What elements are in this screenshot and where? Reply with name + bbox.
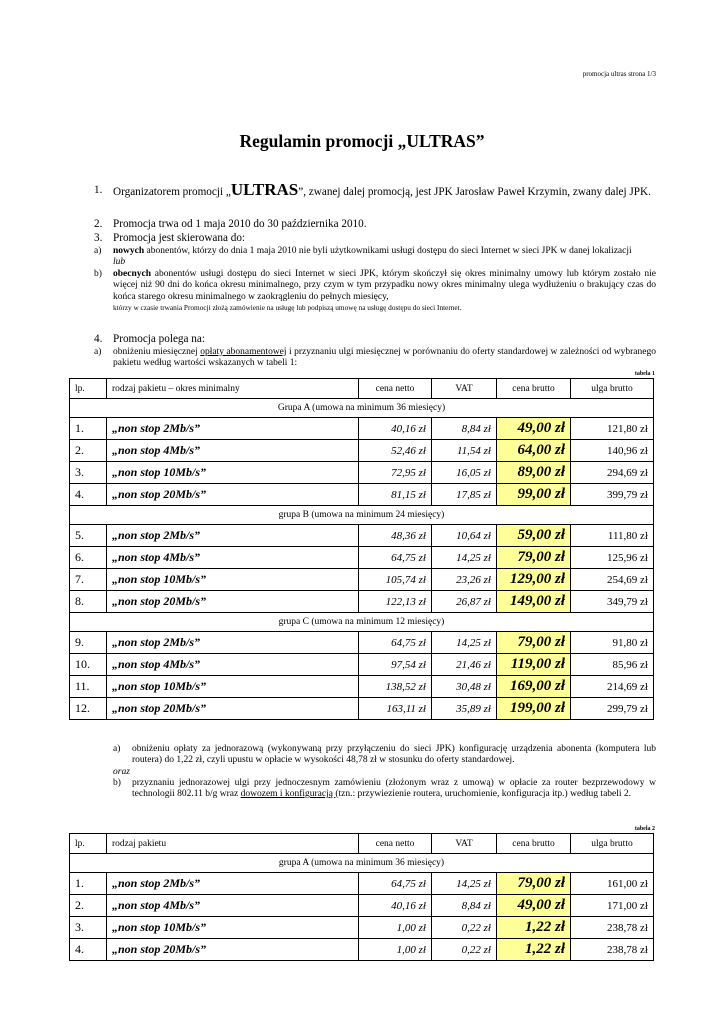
item-4a: a) obniżeniu miesięcznej opłaty abonamentowej i przyznaniu ulgi miesięcznej w porównaniu do oferty standardowej w zależności od wybranego pakietu według wartości wskazanych w tabeli 1: xyxy=(94,346,656,368)
net-price: 122,13 zł xyxy=(359,591,432,613)
gross-price: 99,00 zł xyxy=(497,484,571,506)
gross-price: 59,00 zł xyxy=(497,525,571,547)
gross-discount: 111,80 zł xyxy=(571,525,654,547)
column-header: ulga brutto xyxy=(571,379,654,399)
table-row xyxy=(70,939,654,961)
column-header: rodzaj pakietu – okres minimalny xyxy=(107,379,359,399)
net-price: 163,11 zł xyxy=(359,698,432,720)
page-title: Regulamin promocji „ULTRAS” xyxy=(239,131,485,151)
package-name: „non stop 4Mb/s” xyxy=(107,440,359,462)
row-number: 5. xyxy=(70,525,107,547)
package-name: „non stop 20Mb/s” xyxy=(107,698,359,720)
table-row xyxy=(70,547,654,569)
vat-amount: 30,48 zł xyxy=(432,676,497,698)
table-row xyxy=(70,917,654,939)
package-name: „non stop 2Mb/s” xyxy=(107,525,359,547)
column-header: ulga brutto xyxy=(571,834,654,854)
column-header: lp. xyxy=(70,834,107,854)
second-list: a) obniżeniu opłaty za jednorazową (wykonywaną przy przyłączeniu do sieci JPK) konfigurację urządzenia abonenta (komputera lub routera) do 1,22 zł, czyli upustu w opłacie w wysokości 48,78 zł w stosunku do oferty standardowej. oraz b) przyznaniu jednorazowej ulgi przy jednoczesnym zamówieniu (złożonym wraz z umową) w opłacie za router bezprzewodowy w technologii 802.11 b/g wraz dowozem i konfiguracją (tzn.: przywiezienie routera, uruchomienie, konfiguracja itp.) według tabeli 2. xyxy=(113,744,656,800)
package-name: „non stop 4Mb/s” xyxy=(107,654,359,676)
table-1 xyxy=(69,378,654,720)
gross-discount: 299,79 zł xyxy=(571,698,654,720)
vat-amount: 0,22 zł xyxy=(432,917,497,939)
gross-discount: 254,69 zł xyxy=(571,569,654,591)
table-row xyxy=(70,462,654,484)
gross-discount: 294,69 zł xyxy=(571,462,654,484)
group-title: grupa A (umowa na minimum 36 miesięcy) xyxy=(70,854,654,873)
gross-price: 49,00 zł xyxy=(497,418,571,440)
group-title: grupa C (umowa na minimum 12 miesięcy) xyxy=(70,613,654,632)
gross-price: 149,00 zł xyxy=(497,591,571,613)
net-price: 138,52 zł xyxy=(359,676,432,698)
row-number: 2. xyxy=(70,895,107,917)
gross-price: 169,00 zł xyxy=(497,676,571,698)
net-price: 105,74 zł xyxy=(359,569,432,591)
gross-price: 129,00 zł xyxy=(497,569,571,591)
group-title: grupa B (umowa na minimum 24 miesięcy) xyxy=(70,506,654,525)
row-number: 3. xyxy=(70,462,107,484)
item-3a: a) nowych abonentów, którzy do dnia 1 maja 2010 nie byli użytkownikami usługi dostępu do sieci Internet w sieci JPK w danej lokalizacji lub xyxy=(94,245,632,267)
vat-amount: 0,22 zł xyxy=(432,939,497,961)
row-number: 6. xyxy=(70,547,107,569)
column-header: lp. xyxy=(70,379,107,399)
vat-amount: 16,05 zł xyxy=(432,462,497,484)
row-number: 2. xyxy=(70,440,107,462)
table-row xyxy=(70,895,654,917)
package-name: „non stop 2Mb/s” xyxy=(107,632,359,654)
item-3b: b) obecnych abonentów usługi dostępu do sieci Internet w sieci JPK, którym skończył się okres minimalny umowy lub którym zostało nie więcej niż 90 dni do końca okresu minimalnego, przy czym w tym przypadku nowy okres minimalny ulega wydłużeniu o brakujący czas do końca starego okresu minimalnego w zaokrągleniu do pełnych miesięcy, którzy w czasie trwania Promocji złożą zamówienie na usługę lub podpiszą umowę na usługę dostępu do sieci Internet. xyxy=(94,269,656,313)
gross-price: 79,00 zł xyxy=(497,547,571,569)
gross-price: 1,22 zł xyxy=(497,917,571,939)
group-title: Grupa A (umowa na minimum 36 miesięcy) xyxy=(70,399,654,418)
table-row xyxy=(70,440,654,462)
gross-price: 79,00 zł xyxy=(497,873,571,895)
vat-amount: 14,25 zł xyxy=(432,547,497,569)
row-number: 12. xyxy=(70,698,107,720)
gross-discount: 121,80 zł xyxy=(571,418,654,440)
gross-discount: 238,78 zł xyxy=(571,939,654,961)
gross-discount: 399,79 zł xyxy=(571,484,654,506)
gross-price: 49,00 zł xyxy=(497,895,571,917)
column-header: cena netto xyxy=(359,834,432,854)
vat-amount: 8,84 zł xyxy=(432,418,497,440)
column-header: cena netto xyxy=(359,379,432,399)
table-row xyxy=(70,632,654,654)
vat-amount: 17,85 zł xyxy=(432,484,497,506)
table-row xyxy=(70,676,654,698)
vat-amount: 21,46 zł xyxy=(432,654,497,676)
package-name: „non stop 10Mb/s” xyxy=(107,462,359,484)
net-price: 64,75 zł xyxy=(359,632,432,654)
package-name: „non stop 20Mb/s” xyxy=(107,939,359,961)
gross-discount: 171,00 zł xyxy=(571,895,654,917)
item-3: 3. Promocja jest skierowana do: a) nowych abonentów, którzy do dnia 1 maja 2010 nie byli użytkownikami usługi dostępu do sieci Internet w sieci JPK w danej lokalizacji lub b) obecnych abonentów usługi dostępu do sieci Internet w sieci JPK, którym skończył się okres minimalny umowy lub którym zostało nie więcej niż 90 dni do końca okresu minimalnego, przy czym w tym przypadku nowy okres minimalny ulega wydłużeniu o brakujący czas do końca starego okresu minimalnego w zaokrągleniu do pełnych miesięcy, którzy w czasie trwania Promocji złożą zamówienie na usługę lub podpiszą umowę na usługę dostępu do sieci Internet. xyxy=(94,232,656,313)
column-header: rodzaj pakietu xyxy=(107,834,359,854)
net-price: 40,16 zł xyxy=(359,895,432,917)
table-row xyxy=(70,591,654,613)
gross-discount: 238,78 zł xyxy=(571,917,654,939)
vat-amount: 26,87 zł xyxy=(432,591,497,613)
package-name: „non stop 10Mb/s” xyxy=(107,569,359,591)
gross-discount: 125,96 zł xyxy=(571,547,654,569)
column-header: cena brutto xyxy=(497,379,571,399)
package-name: „non stop 10Mb/s” xyxy=(107,917,359,939)
page-header: promocja ultras strona 1/3 xyxy=(582,70,656,78)
table-row xyxy=(70,698,654,720)
row-number: 4. xyxy=(70,939,107,961)
net-price: 64,75 zł xyxy=(359,547,432,569)
row-number: 8. xyxy=(70,591,107,613)
net-price: 48,36 zł xyxy=(359,525,432,547)
column-header: VAT xyxy=(432,379,497,399)
gross-price: 64,00 zł xyxy=(497,440,571,462)
item-4: 4. Promocja polega na: a) obniżeniu miesięcznej opłaty abonamentowej i przyznaniu ulgi miesięcznej w porównaniu do oferty standardowej w zależności od wybranego pakietu według wartości wskazanych w tabeli 1: xyxy=(94,333,656,368)
gross-discount: 161,00 zł xyxy=(571,873,654,895)
row-number: 10. xyxy=(70,654,107,676)
column-header: VAT xyxy=(432,834,497,854)
row-number: 1. xyxy=(70,873,107,895)
package-name: „non stop 20Mb/s” xyxy=(107,484,359,506)
vat-amount: 14,25 zł xyxy=(432,873,497,895)
net-price: 1,00 zł xyxy=(359,917,432,939)
gross-price: 119,00 zł xyxy=(497,654,571,676)
table2-label: tabela 2 xyxy=(634,826,655,832)
table-row xyxy=(70,873,654,895)
gross-discount: 214,69 zł xyxy=(571,676,654,698)
gross-discount: 140,96 zł xyxy=(571,440,654,462)
gross-price: 89,00 zł xyxy=(497,462,571,484)
table-2 xyxy=(69,833,654,961)
gross-discount: 349,79 zł xyxy=(571,591,654,613)
table-row xyxy=(70,569,654,591)
row-number: 7. xyxy=(70,569,107,591)
vat-amount: 8,84 zł xyxy=(432,895,497,917)
gross-discount: 91,80 zł xyxy=(571,632,654,654)
gross-price: 79,00 zł xyxy=(497,632,571,654)
item-1: 1. Organizatorem promocji „ULTRAS”, zwanej dalej promocją, jest JPK Jarosław Paweł Krzymin, zwany dalej JPK. xyxy=(94,180,651,199)
table-row xyxy=(70,418,654,440)
row-number: 1. xyxy=(70,418,107,440)
net-price: 97,54 zł xyxy=(359,654,432,676)
column-header: cena brutto xyxy=(497,834,571,854)
table-row xyxy=(70,654,654,676)
row-number: 11. xyxy=(70,676,107,698)
vat-amount: 23,26 zł xyxy=(432,569,497,591)
package-name: „non stop 20Mb/s” xyxy=(107,591,359,613)
item-2: 2. Promocja trwa od 1 maja 2010 do 30 października 2010. xyxy=(94,218,367,230)
package-name: „non stop 4Mb/s” xyxy=(107,547,359,569)
net-price: 52,46 zł xyxy=(359,440,432,462)
package-name: „non stop 4Mb/s” xyxy=(107,895,359,917)
net-price: 40,16 zł xyxy=(359,418,432,440)
package-name: „non stop 10Mb/s” xyxy=(107,676,359,698)
row-number: 9. xyxy=(70,632,107,654)
table1-label: tabela 1 xyxy=(634,371,655,377)
net-price: 81,15 zł xyxy=(359,484,432,506)
vat-amount: 35,89 zł xyxy=(432,698,497,720)
package-name: „non stop 2Mb/s” xyxy=(107,873,359,895)
table-row xyxy=(70,525,654,547)
package-name: „non stop 2Mb/s” xyxy=(107,418,359,440)
net-price: 1,00 zł xyxy=(359,939,432,961)
vat-amount: 11,54 zł xyxy=(432,440,497,462)
row-number: 3. xyxy=(70,917,107,939)
vat-amount: 14,25 zł xyxy=(432,632,497,654)
gross-discount: 85,96 zł xyxy=(571,654,654,676)
net-price: 72,95 zł xyxy=(359,462,432,484)
row-number: 4. xyxy=(70,484,107,506)
gross-price: 199,00 zł xyxy=(497,698,571,720)
vat-amount: 10,64 zł xyxy=(432,525,497,547)
net-price: 64,75 zł xyxy=(359,873,432,895)
gross-price: 1,22 zł xyxy=(497,939,571,961)
table-row xyxy=(70,484,654,506)
